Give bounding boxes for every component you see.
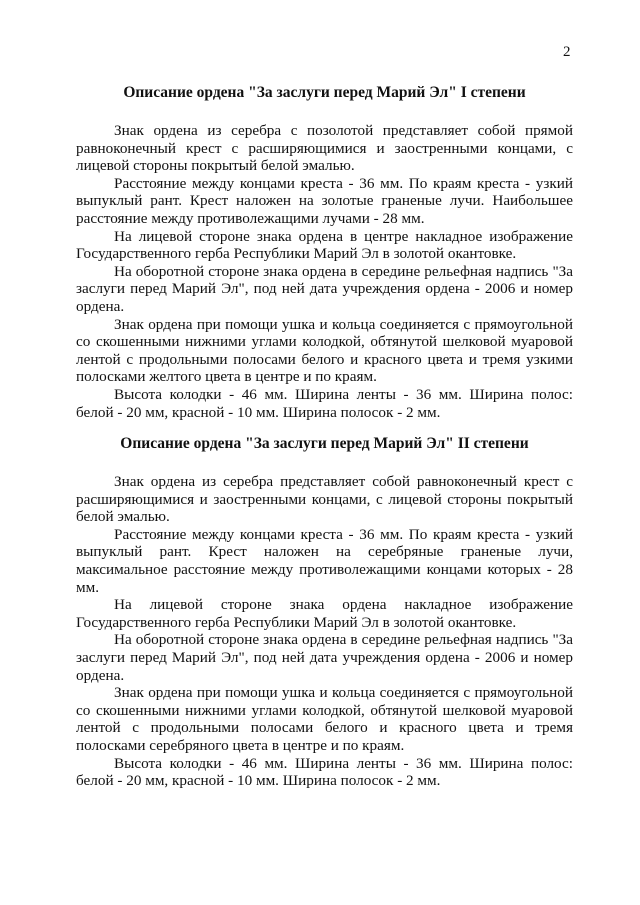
paragraph-reverse: На оборотной стороне знака ордена в середине рельефная надпись "За заслуги перед Марий Эл", под ней дата учреждения ордена - 2006 и номер ордена. — [76, 262, 573, 315]
section-order-second-degree — [76, 434, 573, 790]
section-order-first-degree — [76, 83, 573, 421]
section-title: Описание ордена "За заслуги перед Марий Эл" II степени — [120, 435, 529, 452]
paragraph-dimensions: Расстояние между концами креста - 36 мм. По краям креста - узкий выпуклый рант. Крест наложен на золотые граненые лучи. Наибольшее расстояние между противолежащими лучами - 28 мм. — [76, 174, 573, 227]
paragraph-reverse: На оборотной стороне знака ордена в середине рельефная надпись "За заслуги перед Марий Эл", под ней дата учреждения ордена - 2006 и номер ордена. — [76, 631, 573, 684]
paragraph-obverse: На лицевой стороне знака ордена в центре накладное изображение Государственного герба Республики Марий Эл в золотой окантовке. — [76, 227, 573, 263]
paragraph-material: Знак ордена из серебра представляет собой равноконечный крест с расширяющимися и заостренными концами, с лицевой стороны покрытый белой эмалью. — [76, 473, 573, 526]
paragraph-dimensions: Расстояние между концами креста - 36 мм. По краям креста - узкий выпуклый рант. Крест наложен на серебряные граненые лучи, максимальное расстояние между противолежащими концами которых - 28 мм. — [76, 525, 573, 596]
paragraph-material: Знак ордена из серебра с позолотой представляет собой прямой равноконечный крест с расширяющимися и заостренными концами, с лицевой стороны покрытый белой эмалью. — [76, 122, 573, 175]
paragraph-ribbon-sizes: Высота колодки - 46 мм. Ширина ленты - 36 мм. Ширина полос: белой - 20 мм, красной - 10 мм. Ширина полосок - 2 мм. — [76, 754, 573, 790]
paragraph-ribbon: Знак ордена при помощи ушка и кольца соединяется с прямоугольной со скошенными нижними углами колодкой, обтянутой шелковой муаровой лентой с продольными полосами белого и красного цвета и тремя полосками серебряного цвета в центре и по краям. — [76, 684, 573, 754]
section-title: Описание ордена "За заслуги перед Марий Эл" I степени — [123, 84, 526, 101]
paragraph-ribbon: Знак ордена при помощи ушка и кольца соединяется с прямоугольной со скошенными нижними углами колодкой, обтянутой шелковой муаровой лентой с продольными полосами белого и красного цвета и тремя узкими полосками желтого цвета в центре и по краям. — [76, 315, 573, 386]
page-number: 2 — [563, 44, 571, 60]
paragraph-obverse: На лицевой стороне знака ордена накладное изображение Государственного герба Республики Марий Эл в золотой окантовке. — [76, 596, 573, 631]
paragraph-ribbon-sizes: Высота колодки - 46 мм. Ширина ленты - 36 мм. Ширина полос: белой - 20 мм, красной - 10 мм. Ширина полосок - 2 мм. — [76, 385, 573, 421]
